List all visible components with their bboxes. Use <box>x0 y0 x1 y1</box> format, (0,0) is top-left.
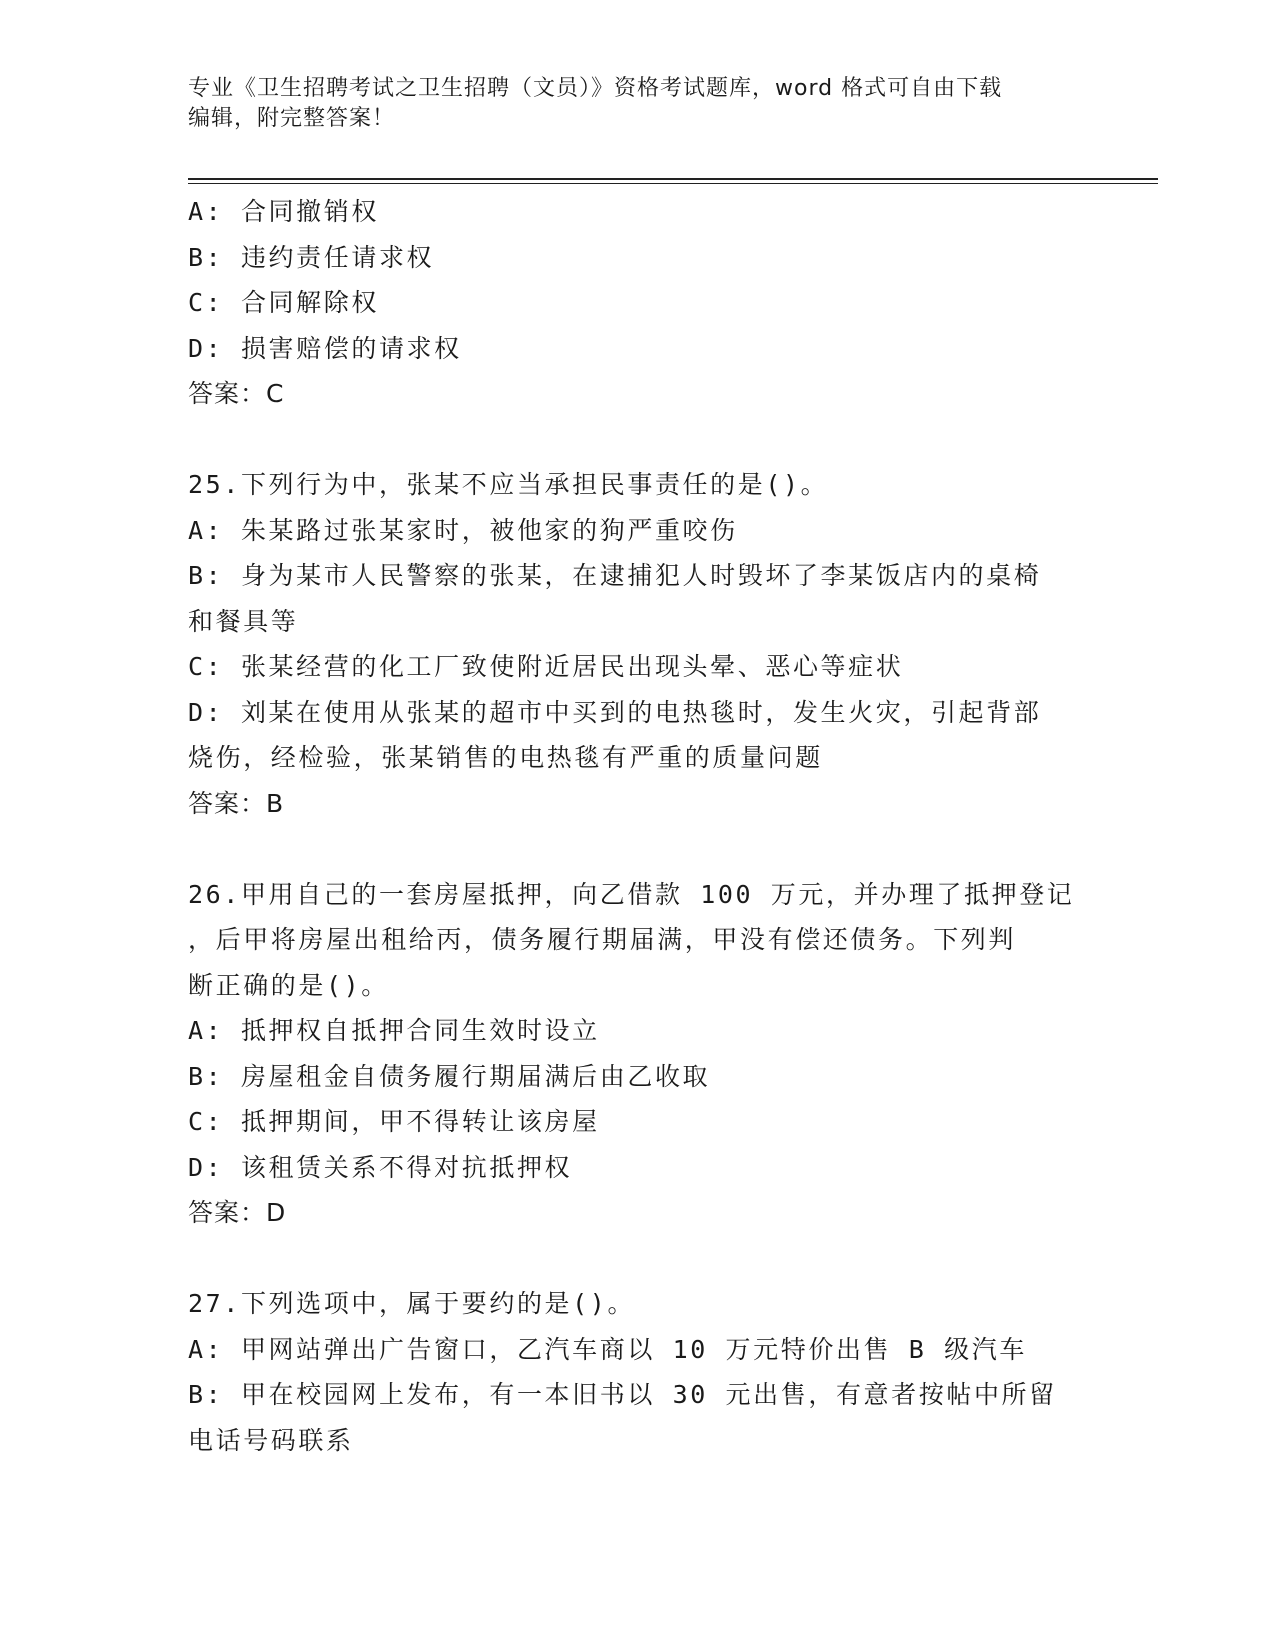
spacer <box>188 1236 1078 1282</box>
answer-line: 答案：B <box>188 788 285 818</box>
header-line-2: 编辑，附完整答案！ <box>188 106 396 131</box>
header-line-1: 专业《卫生招聘考试之卫生招聘（文员）》资格考试题库，word 格式可自由下载 <box>188 76 1003 101</box>
option-c: C: 张某经营的化工厂致使附近居民出现头晕、恶心等症状 <box>188 652 904 681</box>
option-a: A: 朱某路过张某家时，被他家的狗严重咬伤 <box>188 515 738 545</box>
question-27 <box>188 1281 1078 1463</box>
spacer <box>188 826 1078 872</box>
question-26 <box>188 872 1078 1236</box>
question-list <box>188 189 1078 1463</box>
question-text: 27.下列选项中，属于要约的是()。 <box>188 1289 636 1318</box>
question-text-continued: 断正确的是()。 <box>188 970 389 1000</box>
option-b: B: 身为某市人民警察的张某，在逮捕犯人时毁坏了李某饭店内的桌椅 <box>188 561 1042 590</box>
option-c: C: 合同解除权 <box>188 288 379 317</box>
option-b-continued: 和餐具等 <box>188 606 299 636</box>
option-b: B: 违约责任请求权 <box>188 242 435 272</box>
question-25 <box>188 462 1078 826</box>
option-d: D: 刘某在使用从张某的超市中买到的电热毯时，发生火灾，引起背部 <box>188 697 1042 727</box>
header-divider-thick <box>188 178 1158 180</box>
question-text: 26.甲用自己的一套房屋抵押，向乙借款 100 万元，并办理了抵押登记 <box>188 879 1075 909</box>
option-d-continued: 烧伤，经检验，张某销售的电热毯有严重的质量问题 <box>188 743 823 772</box>
spacer <box>188 417 1078 463</box>
option-d: D: 损害赔偿的请求权 <box>188 333 462 363</box>
answer-line: 答案：C <box>188 379 285 408</box>
question-text: 25.下列行为中，张某不应当承担民事责任的是()。 <box>188 470 829 499</box>
option-a: A: 合同撤销权 <box>188 197 379 226</box>
option-c: C: 抵押期间，甲不得转让该房屋 <box>188 1107 600 1136</box>
option-b-continued: 电话号码联系 <box>188 1425 354 1455</box>
option-a: A: 抵押权自抵押合同生效时设立 <box>188 1016 600 1045</box>
question-text-continued: ，后甲将房屋出租给丙，债务履行期届满，甲没有偿还债务。下列判 <box>188 925 1017 954</box>
option-b: B: 甲在校园网上发布，有一本旧书以 30 元出售，有意者按帖中所留 <box>188 1380 1057 1409</box>
answer-line: 答案：D <box>188 1198 287 1227</box>
question-24-options <box>188 189 1078 417</box>
header-divider-thin <box>188 183 1158 184</box>
option-b: B: 房屋租金自债务履行期届满后由乙收取 <box>188 1061 711 1091</box>
option-d: D: 该租赁关系不得对抗抵押权 <box>188 1152 573 1182</box>
option-a: A: 甲网站弹出广告窗口，乙汽车商以 10 万元特价出售 B 级汽车 <box>188 1334 1027 1364</box>
document-header <box>188 74 1088 134</box>
